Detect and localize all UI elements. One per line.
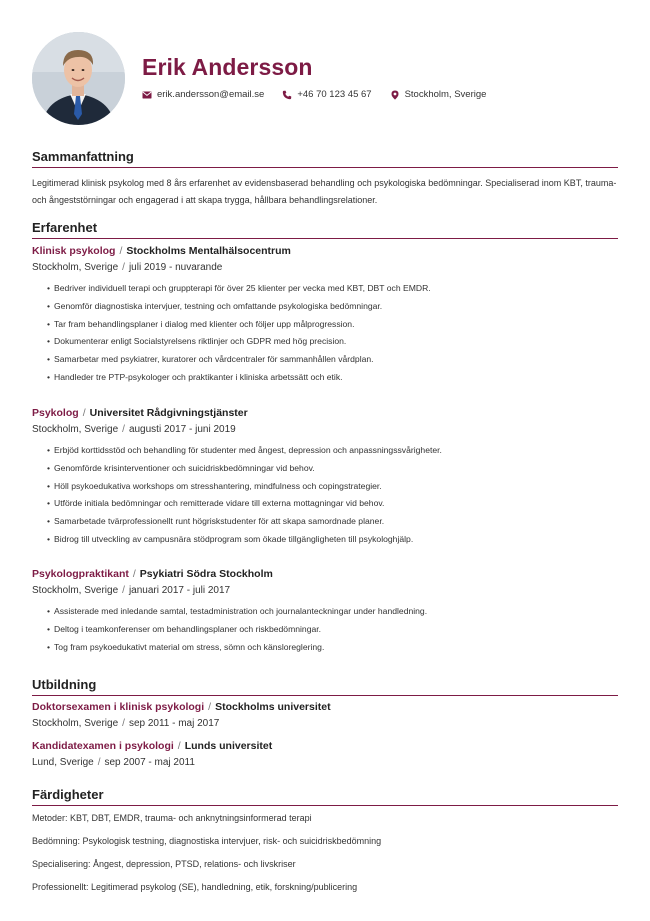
job-role: Psykologpraktikant (32, 568, 129, 580)
contact-phone[interactable] (282, 89, 371, 100)
phone-icon (282, 90, 292, 100)
bullet-item: • Handleder tre PTP-psykologer och praktikanter i kliniska arbetssätt och etik. (48, 370, 618, 388)
job-place: Stockholm, Sverige (32, 424, 119, 435)
bullet-item: • Genomförde krisinterventioner och suicidriskbedömningar vid behov. (48, 461, 618, 479)
degree: Kandidatexamen i psykologi (32, 740, 174, 752)
bullet-item: • Erbjöd korttidsstöd och behandling för studenter med ångest, depression och anpassningssvårigheter. (48, 443, 618, 461)
separator: / (119, 245, 123, 257)
education-heading (32, 740, 618, 752)
section-title-experience: Erfarenhet (32, 220, 618, 239)
separator: / (132, 568, 136, 580)
section-title-skills: Färdigheter (32, 787, 618, 806)
profile-photo (32, 32, 125, 125)
bullet-item: • Assisterade med inledande samtal, testadministration och journalanteckningar under handledning. (48, 604, 618, 622)
bullet-item: • Samarbetade tvärprofessionellt runt högriskstudenter för att skapa samordnade planer. (48, 514, 618, 532)
education-place: Stockholm, Sverige (32, 718, 119, 729)
job-organization: Universitet Rådgivningstjänster (89, 407, 248, 419)
separator: / (97, 757, 101, 768)
job-role: Klinisk psykolog (32, 245, 116, 257)
education-heading (32, 701, 618, 713)
resume-header (32, 32, 618, 126)
job-heading (32, 407, 618, 419)
job-heading (32, 568, 618, 580)
separator: / (122, 718, 125, 729)
education-section (32, 677, 618, 696)
separator: / (177, 740, 181, 752)
full-name: Erik Andersson (142, 54, 313, 80)
email-text[interactable]: erik.andersson@email.se (157, 89, 265, 100)
location-text: Stockholm, Sverige (404, 89, 487, 100)
bullet-item: • Höll psykoedukativa workshops om stresshantering, mindfulness och copingstrategier. (48, 479, 618, 497)
map-pin-icon (390, 90, 400, 100)
phone-text[interactable]: +46 70 123 45 67 (297, 89, 372, 100)
separator: / (122, 424, 125, 435)
experience-section (32, 220, 618, 239)
school: Lunds universitet (184, 740, 273, 752)
degree: Doktorsexamen i klinisk psykologi (32, 701, 205, 713)
education-meta (32, 718, 618, 729)
job-meta (32, 585, 618, 596)
job-role: Psykolog (32, 407, 79, 419)
bullet-item: • Genomför diagnostiska intervjuer, testning och omfattande psykologiska bedömningar. (48, 299, 618, 317)
avatar (32, 32, 125, 125)
bullet-item: • Dokumenterar enligt Socialstyrelsens riktlinjer och GDPR med hög precision. (48, 334, 618, 352)
skill-line: Specialisering: Ångest, depression, PTSD, relations- och livskriser (32, 859, 296, 869)
job-period: augusti 2017 - juni 2019 (128, 424, 236, 435)
contact-row (142, 89, 504, 100)
bullet-item: • Tog fram psykoedukativt material om stress, sömn och känsloreglering. (48, 640, 618, 658)
experience-item (32, 407, 618, 550)
education-period: sep 2011 - maj 2017 (128, 718, 220, 729)
job-organization: Psykiatri Södra Stockholm (139, 568, 273, 580)
bullet-item: • Bidrog till utveckling av campusnära stödprogram som ökade tillgängligheten till psykologhjälp. (48, 532, 618, 550)
bullet-item: • Deltog i teamkonferenser om behandlingsplaner och riskbedömningar. (48, 622, 618, 640)
job-heading (32, 245, 618, 257)
separator: / (122, 585, 125, 596)
contact-email[interactable] (142, 89, 264, 100)
job-period: januari 2017 - juli 2017 (128, 585, 231, 596)
education-meta (32, 757, 618, 768)
bullet-item: • Bedriver individuell terapi och gruppterapi för över 25 klienter per vecka med KBT, DBT och EMDR. (48, 281, 618, 299)
job-bullets (32, 281, 618, 388)
section-title-summary: Sammanfattning (32, 149, 618, 168)
skill-line: Professionellt: Legitimerad psykolog (SE), handledning, etik, forskning/publicering (32, 882, 358, 892)
education-item (32, 740, 618, 768)
job-period: juli 2019 - nuvarande (128, 262, 223, 273)
experience-item (32, 245, 618, 388)
education-place: Lund, Sverige (32, 757, 94, 768)
job-meta (32, 424, 618, 435)
separator: / (208, 701, 212, 713)
envelope-icon (142, 90, 152, 100)
summary-section (32, 149, 618, 208)
contact-location (390, 89, 487, 100)
job-bullets (32, 443, 618, 550)
job-meta (32, 262, 618, 273)
education-period: sep 2007 - maj 2011 (104, 757, 195, 768)
job-place: Stockholm, Sverige (32, 585, 119, 596)
bullet-item: • Tar fram behandlingsplaner i dialog med klienter och följer upp målprogression. (48, 317, 618, 335)
experience-item (32, 568, 618, 657)
skill-line: Bedömning: Psykologisk testning, diagnostiska intervjuer, risk- och suicidriskbedömning (32, 836, 382, 846)
summary-text: Legitimerad klinisk psykolog med 8 års erfarenhet av evidensbaserad behandling och psykologiska bedömningar. Specialiserad inom KBT, trauma- och ångeststörningar och engagerad i att skapa trygga, hållbara behandlingsrelationer. (32, 178, 617, 205)
job-bullets (32, 604, 618, 657)
job-place: Stockholm, Sverige (32, 262, 119, 273)
education-item (32, 701, 618, 729)
section-title-education: Utbildning (32, 677, 618, 696)
bullet-item: • Samarbetar med psykiatrer, kuratorer och vårdcentraler för sammanhållen vårdplan. (48, 352, 618, 370)
school: Stockholms universitet (215, 701, 331, 713)
separator: / (82, 407, 86, 419)
separator: / (122, 262, 125, 273)
skill-line: Metoder: KBT, DBT, EMDR, trauma- och anknytningsinformerad terapi (32, 813, 312, 823)
skills-section (32, 787, 618, 806)
bullet-item: • Utförde initiala bedömningar och remitterade vidare till externa mottagningar vid behov. (48, 496, 618, 514)
job-organization: Stockholms Mentalhälsocentrum (126, 245, 291, 257)
